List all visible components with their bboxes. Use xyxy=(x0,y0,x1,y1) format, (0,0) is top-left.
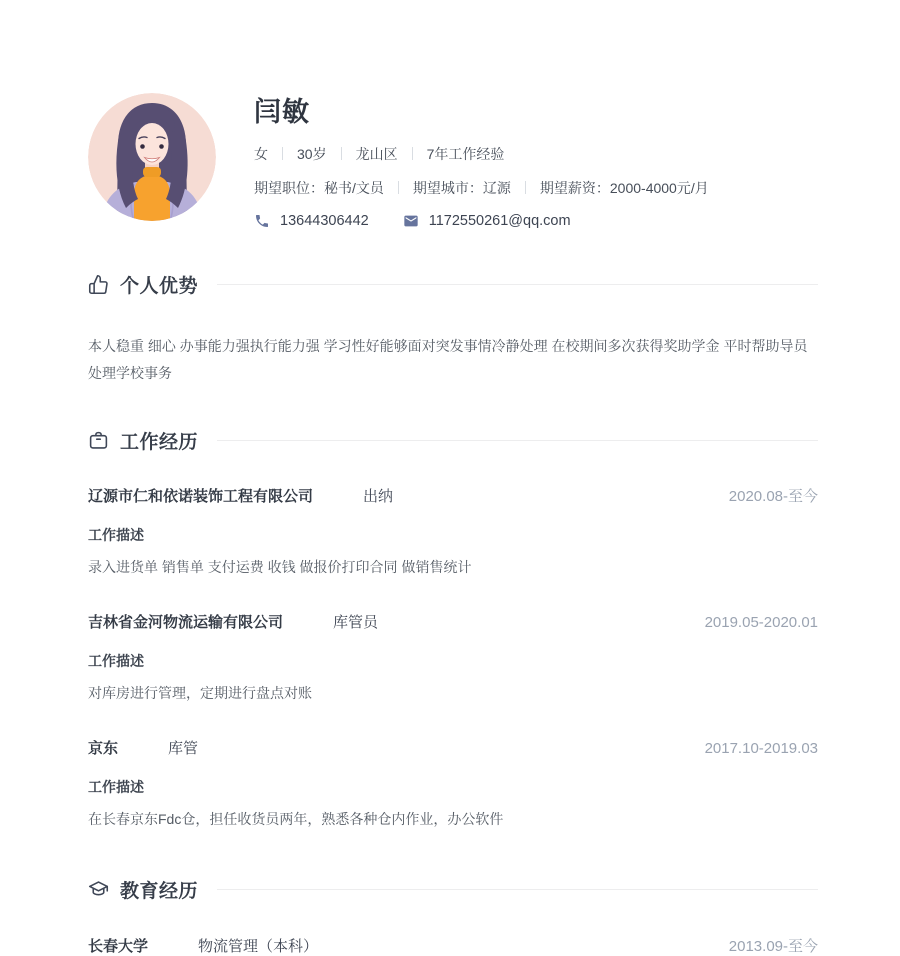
section-strengths xyxy=(88,271,818,387)
briefcase-icon xyxy=(88,430,109,451)
email-address: 1172550261@qq.com xyxy=(428,212,571,229)
separator xyxy=(398,181,399,194)
section-divider xyxy=(217,284,818,285)
graduation-cap-icon xyxy=(88,879,109,900)
age: 30岁 xyxy=(297,145,327,162)
expected-salary: 期望薪资：2000-4000元/月 xyxy=(539,179,709,196)
education-header xyxy=(88,876,818,903)
job-title: 库管 xyxy=(168,739,199,757)
experience-years: 7年工作经验 xyxy=(426,145,505,162)
section-divider xyxy=(217,889,818,890)
strengths-title: 个人优势 xyxy=(120,275,199,297)
thumbs-up-icon xyxy=(88,274,109,295)
avatar xyxy=(88,93,216,221)
job-title: 出纳 xyxy=(363,487,394,505)
section-education xyxy=(88,876,818,956)
basic-info-row xyxy=(254,144,709,164)
work-title: 工作经历 xyxy=(120,431,199,453)
work-entries xyxy=(88,485,818,830)
separator xyxy=(341,147,342,160)
work-period: 2017.10-2019.03 xyxy=(704,739,818,757)
header-info xyxy=(254,93,709,229)
phone-number: 13644306442 xyxy=(280,212,369,229)
envelope-icon xyxy=(403,213,419,229)
work-entry-head xyxy=(88,485,818,506)
education-entry xyxy=(88,935,818,956)
work-entry xyxy=(88,737,818,830)
work-entry-head xyxy=(88,611,818,632)
company-name: 京东 xyxy=(88,739,119,757)
expected-city: 期望城市：辽源 xyxy=(412,179,511,196)
contact-row xyxy=(254,213,709,229)
phone-item xyxy=(254,213,369,229)
work-description: 录入进货单 销售单 支付运费 收钱 做报价打印合同 做销售统计 xyxy=(88,558,472,575)
education-entries xyxy=(88,935,818,956)
company-name: 辽源市仁和依诺装饰工程有限公司 xyxy=(88,487,314,505)
school-name: 长春大学 xyxy=(88,937,149,955)
section-work xyxy=(88,427,818,830)
major-name: 物流管理（本科） xyxy=(198,937,319,955)
separator xyxy=(412,147,413,160)
avatar-illustration xyxy=(88,93,216,221)
desc-label: 工作描述 xyxy=(88,778,144,795)
gender: 女 xyxy=(254,145,268,162)
education-period: 2013.09-至今 xyxy=(728,937,818,955)
work-period: 2020.08-至今 xyxy=(728,487,818,505)
separator xyxy=(525,181,526,194)
strengths-header xyxy=(88,271,818,298)
job-title: 库管员 xyxy=(333,613,379,631)
section-divider xyxy=(217,440,818,441)
email-item xyxy=(403,213,571,229)
district: 龙山区 xyxy=(355,145,398,162)
work-description: 在长春京东Fdc仓，担任收货员两年，熟悉各种仓内作业，办公软件 xyxy=(88,810,504,827)
education-title: 教育经历 xyxy=(120,880,199,902)
work-description: 对库房进行管理，定期进行盘点对账 xyxy=(88,684,312,701)
strengths-content: 本人稳重 细心 办事能力强执行能力强 学习性好能够面对突发事情冷静处理 在校期间多次获得奖助学金 平时帮助导员处理学校事务 xyxy=(88,337,808,381)
resume-header xyxy=(88,93,818,229)
company-name: 吉林省金河物流运输有限公司 xyxy=(88,613,284,631)
expected-position: 期望职位：秘书/文员 xyxy=(254,179,384,196)
work-entry xyxy=(88,611,818,704)
phone-icon xyxy=(254,213,270,229)
separator xyxy=(282,147,283,160)
person-name: 闫敏 xyxy=(254,97,310,127)
work-period: 2019.05-2020.01 xyxy=(704,613,818,631)
work-header xyxy=(88,427,818,454)
desc-label: 工作描述 xyxy=(88,652,144,669)
desc-label: 工作描述 xyxy=(88,526,144,543)
work-entry xyxy=(88,485,818,578)
expectation-row xyxy=(254,178,709,198)
work-entry-head xyxy=(88,737,818,758)
